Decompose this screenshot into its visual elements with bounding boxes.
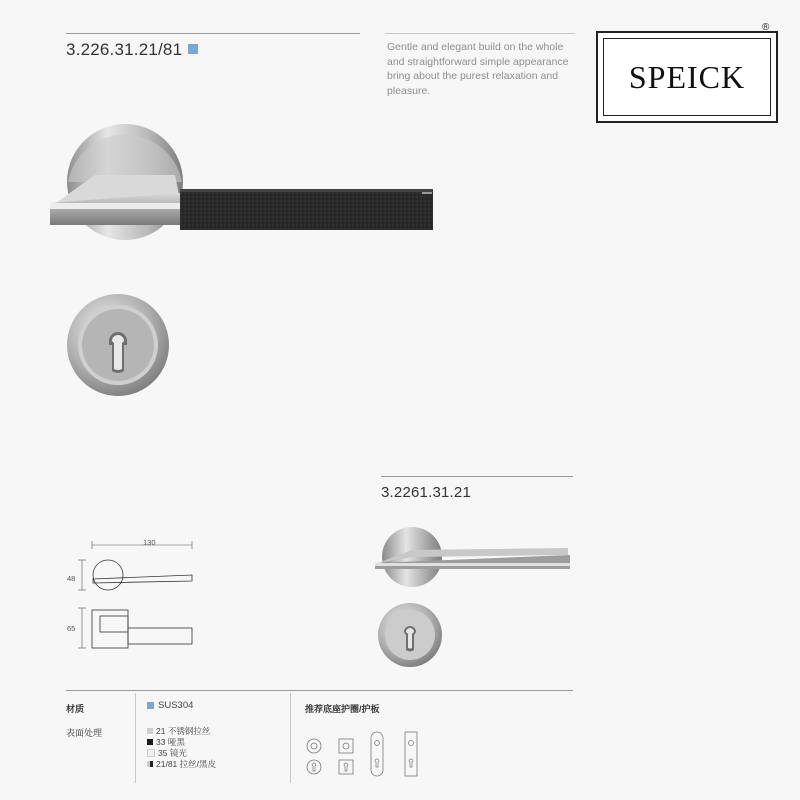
finish-swatch [147,761,153,767]
material-value: SUS304 [158,700,194,711]
spec-divider-1 [135,693,136,783]
product-description: Gentle and elegant build on the whole and straightforward simple appearance bring about the purest relaxation and pleasure. [387,41,569,97]
header-rule-right [385,33,575,34]
material-swatch [147,702,154,709]
finish-swatch [147,739,153,745]
finish-text: 21 不锈钢拉丝 [156,726,211,736]
rect-plate-icon [404,731,418,777]
variant-rose-image [377,602,443,668]
finish-swatch [147,749,155,757]
variant-rule [381,476,573,477]
recommended-label: 推荐底座护圈/护板 [305,704,380,714]
material-label: 材质 [66,704,85,714]
variant-model-code: 3.2261.31.21 [381,484,471,501]
registered-mark: ® [762,22,770,33]
round-rose-icon [305,737,323,777]
spec-rule [66,690,573,691]
lever-handle-image [40,120,450,265]
finish-item [147,758,216,770]
dimension-height: 48 [67,574,76,583]
dimension-depth: 65 [67,624,76,633]
variant-lever-image [370,525,575,595]
finish-swatch [147,728,153,734]
brand-name: SPEICK [628,58,746,95]
finish-text: 33 哑黑 [156,737,185,747]
dimension-width: 130 [143,538,156,547]
square-rose-icon [337,737,355,777]
oval-plate-icon [369,731,385,777]
spec-divider-2 [290,693,291,783]
model-code: 3.226.31.21/81 [66,40,183,59]
finish-label: 表面处理 [66,728,103,738]
finish-text: 21/81 拉丝/黑皮 [156,759,216,769]
dimension-drawing-side [60,602,210,657]
material-value-row [147,700,193,711]
escutcheon-rose-image [66,293,170,397]
model-color-swatch [188,44,198,54]
header-rule-left [66,33,360,34]
finish-text: 35 镜光 [158,748,187,758]
brand-logo [596,31,778,123]
dimension-drawing-top [60,535,210,595]
